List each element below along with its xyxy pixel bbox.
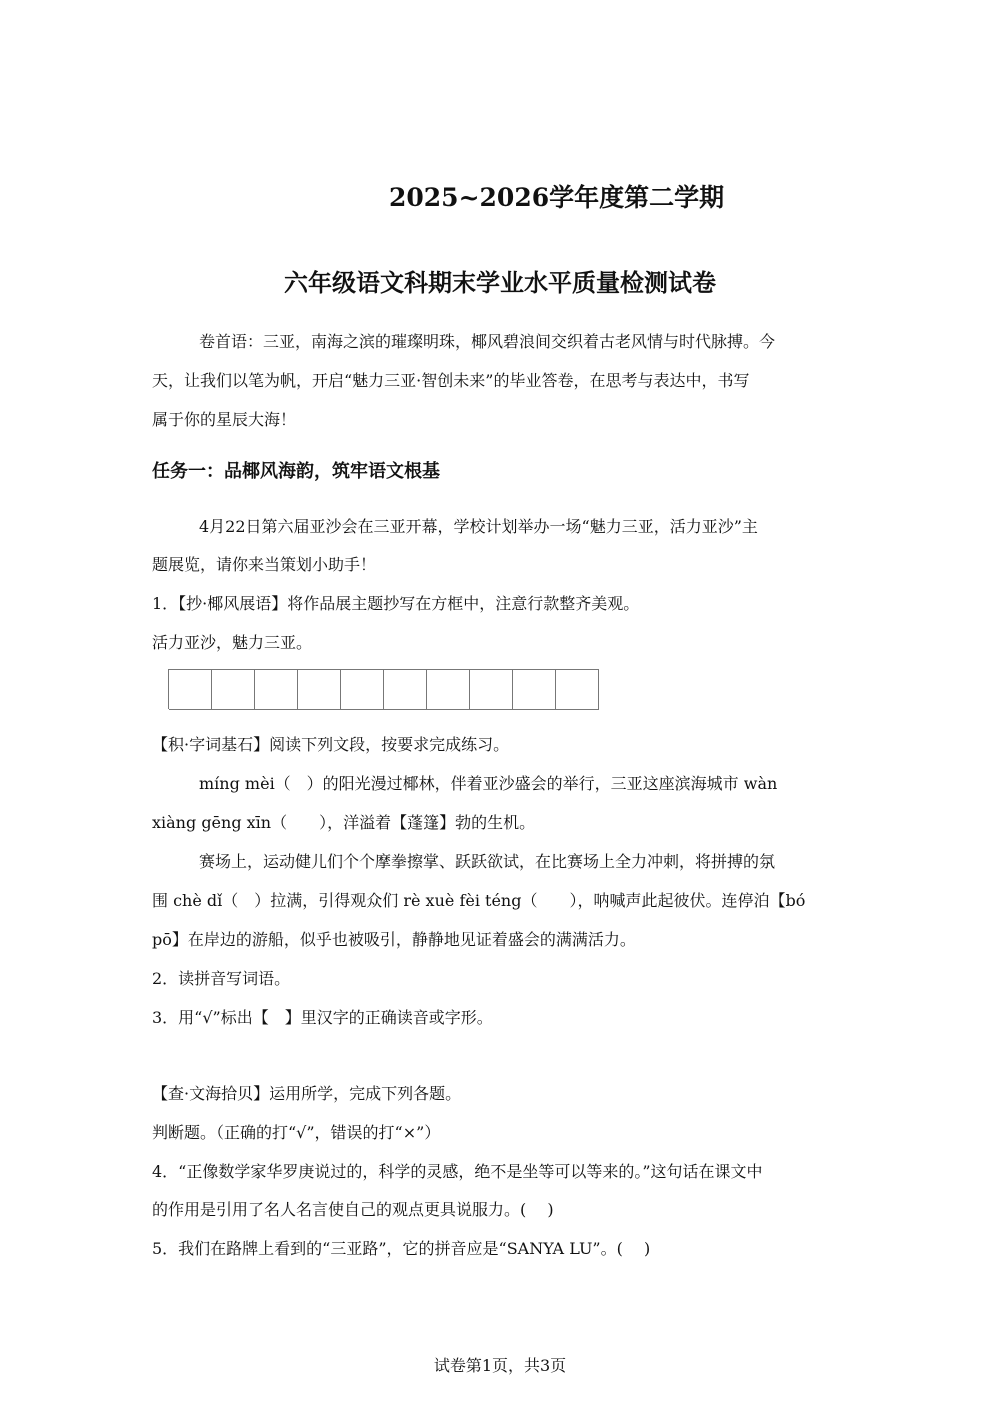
copy-writing-grid <box>168 669 599 709</box>
passage-line-5: pō】在岸边的游船，似乎也被吸引，静静地见证着盛会的满满活力。 <box>152 930 636 949</box>
section-cha-heading: 【查·文海拾贝】运用所学，完成下列各题。 <box>152 1084 462 1103</box>
question-2: 2．读拼音写词语。 <box>152 969 291 988</box>
exam-title-year: 2025~2026学年度第二学期 <box>389 183 725 212</box>
judge-instruction: 判断题。（正确的打“√”，错误的打“×”） <box>152 1123 441 1142</box>
passage-line-3: 赛场上，运动健儿们个个摩拳擦掌、跃跃欲试，在比赛场上全力冲刺，将拼搏的氛 <box>199 852 776 871</box>
section-ji-heading: 【积·字词基石】阅读下列文段，按要求完成练习。 <box>152 735 510 754</box>
question-5: 5．我们在路牌上看到的“三亚路”，它的拼音应是“SANYA LU”。( ) <box>152 1239 651 1258</box>
writing-cell[interactable] <box>298 669 341 710</box>
task1-intro-line-1: 4月22日第六届亚沙会在三亚开幕，学校计划举办一场“魅力三亚，活力亚沙”主 <box>199 517 758 536</box>
page-footer: 试卷第1页，共3页 <box>433 1356 567 1375</box>
preface-line-1: 卷首语：三亚，南海之滨的璀璨明珠，椰风碧浪间交织着古老风情与时代脉搏。今 <box>199 332 776 351</box>
writing-cell[interactable] <box>341 669 384 710</box>
question-4-line-2: 的作用是引用了名人名言使自己的观点更具说服力。( ) <box>152 1200 554 1219</box>
writing-cell[interactable] <box>384 669 427 710</box>
writing-cell[interactable] <box>169 669 212 710</box>
writing-cell[interactable] <box>513 669 556 710</box>
writing-cell[interactable] <box>212 669 255 710</box>
writing-cell[interactable] <box>255 669 298 710</box>
exam-title: 六年级语文科期末学业水平质量检测试卷 <box>284 269 716 297</box>
passage-line-1: míng mèi（ ）的阳光漫过椰林，伴着亚沙盛会的举行，三亚这座滨海城市 wàn <box>199 774 778 793</box>
writing-cell[interactable] <box>427 669 470 710</box>
writing-cell[interactable] <box>556 669 599 710</box>
question-4-line-1: 4．“正像数学家华罗庚说过的，科学的灵感，绝不是坐等可以等来的。”这句话在课文中 <box>152 1162 763 1181</box>
preface-line-2: 天，让我们以笔为帆，开启“魅力三亚·智创未来”的毕业答卷，在思考与表达中，书写 <box>152 371 750 390</box>
writing-cell[interactable] <box>470 669 513 710</box>
passage-line-2: xiàng gēng xīn（ ），洋溢着【蓬篷】勃的生机。 <box>152 813 536 832</box>
copy-text: 活力亚沙，魅力三亚。 <box>152 633 313 652</box>
task1-heading: 任务一：品椰风海韵，筑牢语文根基 <box>152 461 440 482</box>
passage-line-4: 围 chè dǐ（ ）拉满，引得观众们 rè xuè fèi téng（ ），呐喊声此起彼伏。连停泊【bó <box>152 891 806 910</box>
preface-line-3: 属于你的星辰大海！ <box>152 410 297 429</box>
question-1: 1．【抄·椰风展语】将作品展主题抄写在方框中，注意行款整齐美观。 <box>152 594 640 613</box>
question-3: 3．用“√”标出【 】里汉字的正确读音或字形。 <box>152 1008 493 1027</box>
task1-intro-line-2: 题展览，请你来当策划小助手！ <box>152 555 377 574</box>
